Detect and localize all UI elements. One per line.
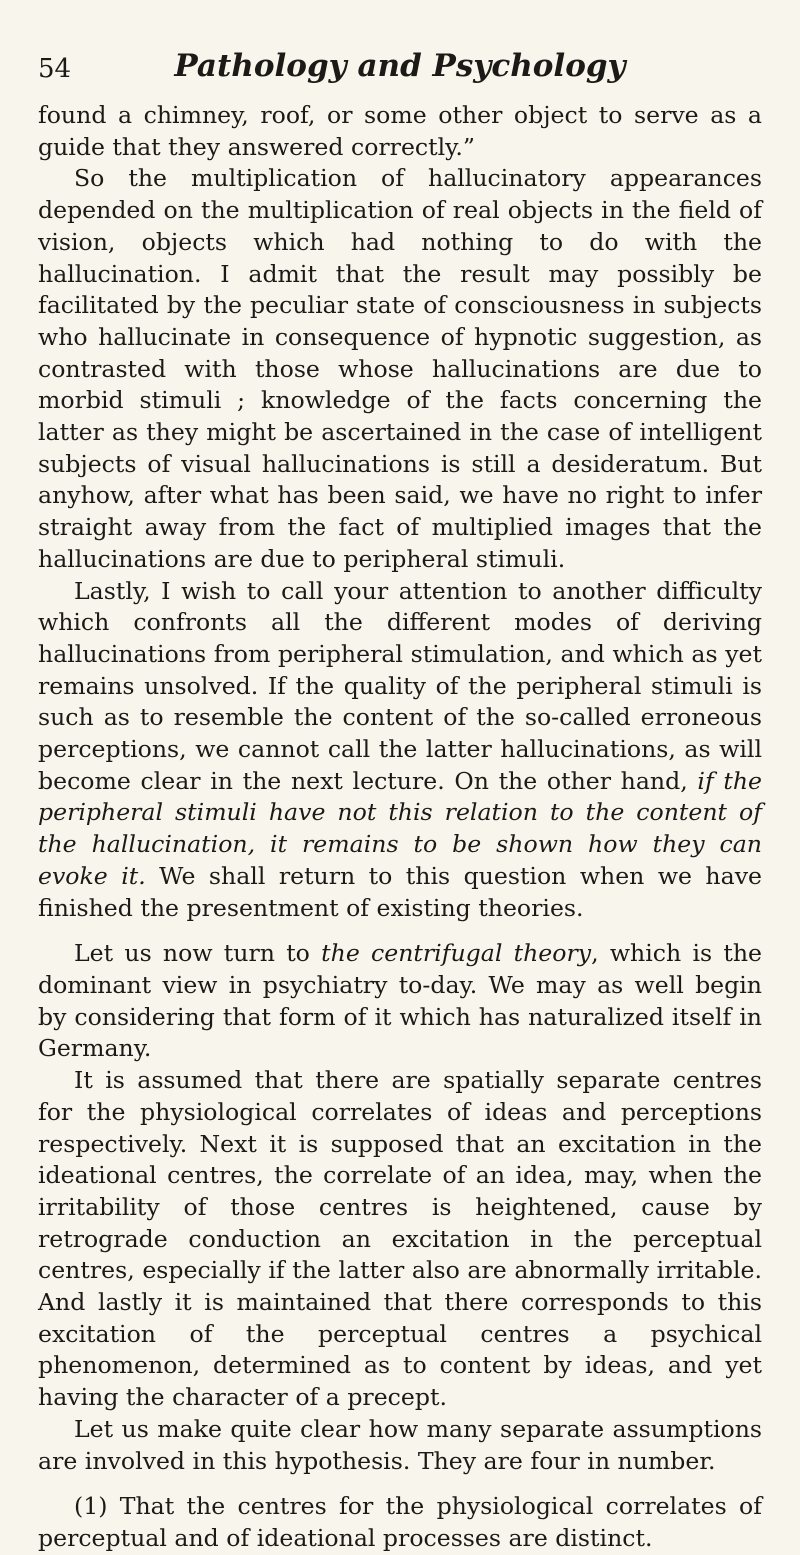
paragraph <box>38 576 762 925</box>
running-title: Pathology and Psychology <box>174 48 626 84</box>
body-text <box>38 100 762 1555</box>
paragraph: So the multiplication of hallucinatory appearances depended on the multiplication of real objects in the field of vision, objects which had nothing to do with the hallucination. I admit that the result may possibly be facilitated by the peculiar state of consciousness in subjects who hallucinate in consequence of hypnotic suggestion, as contrasted with those whose hallucinations are due to morbid stimuli ; knowledge of the facts concerning the latter as they might be ascertained in the case of intelligent subjects of visual hallucinations is still a desideratum. But anyhow, after what has been said, we have no right to infer straight away from the fact of multiplied images that the hallucinations are due to peripheral stimuli. <box>38 164 762 573</box>
paragraph: found a chimney, roof, or some other object to serve as a guide that they answered correctly.” <box>38 101 762 161</box>
italic-emphasis: if the peripheral stimuli have not this relation to the content of the hallucination, it remains to be shown how they can evoke it. <box>38 766 762 890</box>
paragraph: (1) That the centres for the physiological correlates of perceptual and of ideational processes are distinct. <box>38 1492 762 1552</box>
paragraph: It is assumed that there are spatially separate centres for the physiological correlates of ideas and perceptions respectively. Next it is supposed that an excitation in the ideational centres, the correlate of an idea, may, when the irritability of those centres is heightened, cause by retrograde conduction an excitation in the perceptual centres, especially if the latter also are abnormally irritable. And lastly it is maintained that there corresponds to this excitation of the perceptual centres a psychical phenomenon, determined as to content by ideas, and yet having the character of a precept. <box>38 1066 762 1412</box>
paragraph-text: , which is the dominant view in psychiatry to-day. We may as well begin by considering that form of it which has naturalized itself in Germany. <box>38 939 762 1063</box>
page-header <box>0 48 800 88</box>
paragraph-text: We shall return to this question when we have finished the presentment of existing theories. <box>38 861 762 922</box>
paragraph-text: Lastly, I wish to call your attention to another difficulty which confronts all the different modes of deriving hallucinations from peripheral stimulation, and which as yet remains unsolved. If the quality of the peripheral stimuli is such as to resemble the content of the so-called erroneous perceptions, we cannot call the latter hallucinations, as will become clear in the next lecture. On the other hand, <box>38 576 762 795</box>
page-number: 54 <box>38 54 72 84</box>
paragraph <box>38 938 762 1065</box>
paragraph: Let us make quite clear how many separate assumptions are involved in this hypothesis. They are four in number. <box>38 1414 762 1475</box>
italic-emphasis: the centrifugal theory <box>321 939 592 968</box>
paragraph-text: Let us now turn to <box>74 939 322 968</box>
